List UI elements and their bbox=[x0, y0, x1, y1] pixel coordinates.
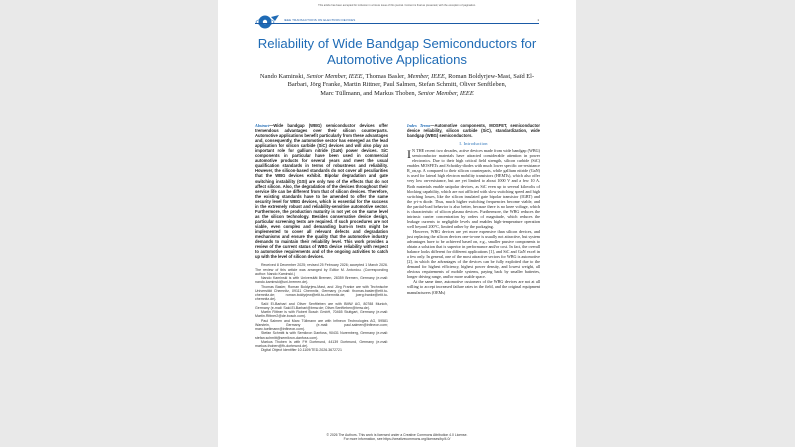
license-footer bbox=[255, 433, 539, 441]
footnote: Thomas Basler, Roman Boldyrjew-Mast, and Jörg Franke are with Technische Universität Chemnitz, 09111 Chemnitz, Germany (e-mail: thomas.basler@etit.tu-chemnitz.de; roman.boldyrjew@etit.tu-chemnitz.de; joerg.franke@etit.tu-chemnitz.de). bbox=[255, 284, 388, 302]
author-list bbox=[250, 73, 544, 98]
acceptance-banner: This article has been accepted for inclusion in a future issue of this journal. Content is final as presented, with the exception of pagination. bbox=[318, 4, 476, 7]
index-terms-label: Index Terms bbox=[407, 123, 431, 128]
drop-cap: I bbox=[407, 147, 411, 162]
footnote: Stefan Schmitt is with Semikron Danfoss, 90431 Nuremberg, Germany (e-mail: stefan.schmitt@semikron-danfoss.com). bbox=[255, 331, 388, 340]
author-name: , Thomas Basler bbox=[362, 73, 405, 80]
abstract bbox=[255, 123, 388, 259]
footnote: Received 8 December 2025; revised 25 February 2026; accepted 1 March 2026. The review of this article was arranged by Editor M. Antoniou. (Corresponding author: Nando Kaminski.) bbox=[255, 263, 388, 276]
author-name: Marc Tüllmann, and Markus Thoben bbox=[320, 89, 415, 97]
license-line: © 2026 The Authors. This work is licensed under a Creative Commons Attribution 4.0 License. bbox=[326, 433, 468, 437]
page-number: 1 bbox=[537, 18, 539, 22]
footnote: Martin Rittner is with Robert Bosch GmbH, 70465 Stuttgart, Germany (e-mail: Martin.Rittner2@de.bosch.com). bbox=[255, 310, 388, 319]
section-heading: I. Introduction bbox=[459, 141, 488, 147]
index-terms-text: —Automotive components, MOSFET, semiconductor device reliability, silicon carbide (SiC), standardization, wide bandgap (WBG) semiconductors. bbox=[407, 123, 540, 139]
author-role: , Senior Member, IEEE bbox=[414, 89, 474, 97]
author-role: , Member, IEEE bbox=[404, 73, 445, 80]
footnotes bbox=[255, 263, 388, 352]
author-name: , Roman Boldyrjew-Mast bbox=[444, 73, 511, 80]
footnote: Paul Salmen and Marc Tüllmann are with Infineon Technologies AG, 59581 Warstein, Germany (e-mail: paul.salmen@infineon.com; marc.tuellmann@infineon.com). bbox=[255, 318, 388, 332]
right-column bbox=[407, 123, 540, 295]
abstract-label: Abstract bbox=[255, 123, 270, 128]
footnote: Markus Thoben is with FH Dortmund, 44139 Dortmund, Germany (e-mail: markus.thoben@fh-dortmund.de). bbox=[255, 339, 388, 349]
introduction-body bbox=[407, 148, 540, 294]
left-column bbox=[255, 123, 388, 353]
running-head: IEEE TRANSACTIONS ON ELECTRON DEVICES bbox=[284, 18, 356, 22]
footnote: Saïd El-Barbari and Oliver Senftleben are with BMW AG, 80788 Munich, Germany (e-mail: Said.El-Barbari@bmw.de; Oliver.Senftleben@bmw.de). bbox=[255, 301, 388, 310]
footnote: Nando Kaminski is with Universität Bremen, 28359 Bremen, Germany (e-mail: nando.kaminski@uni-bremen.de). bbox=[255, 276, 388, 285]
index-terms bbox=[407, 123, 540, 138]
paper-title: Reliability of Wide Bandgap Semiconductors for Automotive Applications bbox=[257, 36, 537, 67]
license-link[interactable]: For more information, see https://creativecommons.org/licenses/by/4.0/ bbox=[343, 437, 451, 442]
paragraph: At the same time, automotive customers of the WBG devices are not at all willing to accept increased failure rates in the field, and the original equipment manufacturers (OEMs) bbox=[407, 279, 540, 295]
ieee-eds-logo-icon bbox=[255, 13, 281, 30]
paper-page bbox=[218, 0, 576, 447]
abstract-text: —Wide bandgap (WBG) semiconductor devices offer tremendous advantages over their silicon counterparts. Automotive applications benefit particularly from these advantages and, consequently, the automotive sector has emerged as the lead application for silicon carbide (SiC) devices and will also play an important role for gallium nitride (GaN) power devices. SiC components in particular have been used in commercial automotive products for several years and meet the usual qualification standards in terms of robustness and reliability. However, the silicon-based standards do not cover all peculiarities that the WBG devices exhibit. Bipolar degradation and gate switching instability (GSI) are only two of the effects that do not affect silicon. Also, the degradation of the devices throughout their service life can be different from that of silicon devices. Therefore, the existing standards have to be amended to offer the same security level for WBG devices, which is essential for the success in the extremely robust and reliability-sensitive automotive sector. Furthermore, the production maturity is not yet on the same level as the silicon technology. Besides conservative device design, particular screening tests are required. If such procedures are not viable, even complex and demanding burn-in tests might be implemented to cover all relevant defects and degradation mechanisms and ensure the quality that the automotive industry demands to maintain their reliability level. This work provides a review of the current status of WBG device reliability with respect to automotive requirements and of the ongoing activities to catch up with the level of silicon devices. bbox=[255, 123, 388, 260]
paragraph: N THE recent two decades, active devices made from wide bandgap (WBG) semiconductor materials have attracted considerable attention in power electronics. Due to their high critical field strength, silicon carbide (SiC) enables MOSFETs and Schottky-diodes with much lower specific on-resistance R_on,sp. A compared to their silicon counterparts, while gallium nitride (GaN) is used for lateral high electron mobility transistors (HEMTs), which also offer very low on-resistance, but are yet limited to about 1000 V and a few 10 A. Both materials enable unipolar devices, as SiC even up to several kilovolts of blocking capability, which are not afflicted with slow switching speed and high switching losses, like the silicon insulated gate bipolar transistor (IGBT) and the p-i-n diode. Thus, much higher switching frequencies become viable, and the partial-load behavior is also better, because there is no knee voltage, which is characteristic of silicon plasma devices. Furthermore, the WBG reduces the intrinsic carrier concentration by orders of magnitude, which reduces the leakage currents to negligible levels and enables high-temperature operation well beyond 200°C, limited rather by the packaging. bbox=[407, 148, 540, 229]
author-name: , Saïd El-Barbari, Jörg Franke, Martin Rittner, Paul Salmen, Stefan Schmitt, Oliver Senftleben, bbox=[287, 73, 535, 89]
header-rule bbox=[255, 23, 539, 24]
author-name: Nando Kaminski bbox=[259, 73, 304, 80]
footnote: Digital Object Identifier 10.1109/TED.2026.3672721 bbox=[261, 348, 342, 353]
paragraph: However, WBG devices are yet more expensive than silicon devices, and just replacing the silicon devices one-to-one is usually not attractive, but system advantages have to be achieved based on, e.g., smaller passive components to obtain a solution that is superior in performance and/or cost. In fact, the overall balance looks different for different applications [1], and SiC and GaN excel in a few only. In general, one of the most attractive sectors for WBG is automotive [2], in which the advantages of the devices can be fully exploited due to the demand for highest efficiency, highest power density, and lowest weight, all obvious requirements of mobile systems, paying back by smaller batteries, longer driving range, and/or more usable space. bbox=[407, 228, 540, 280]
author-role: , Senior Member, IEEE bbox=[303, 73, 363, 80]
